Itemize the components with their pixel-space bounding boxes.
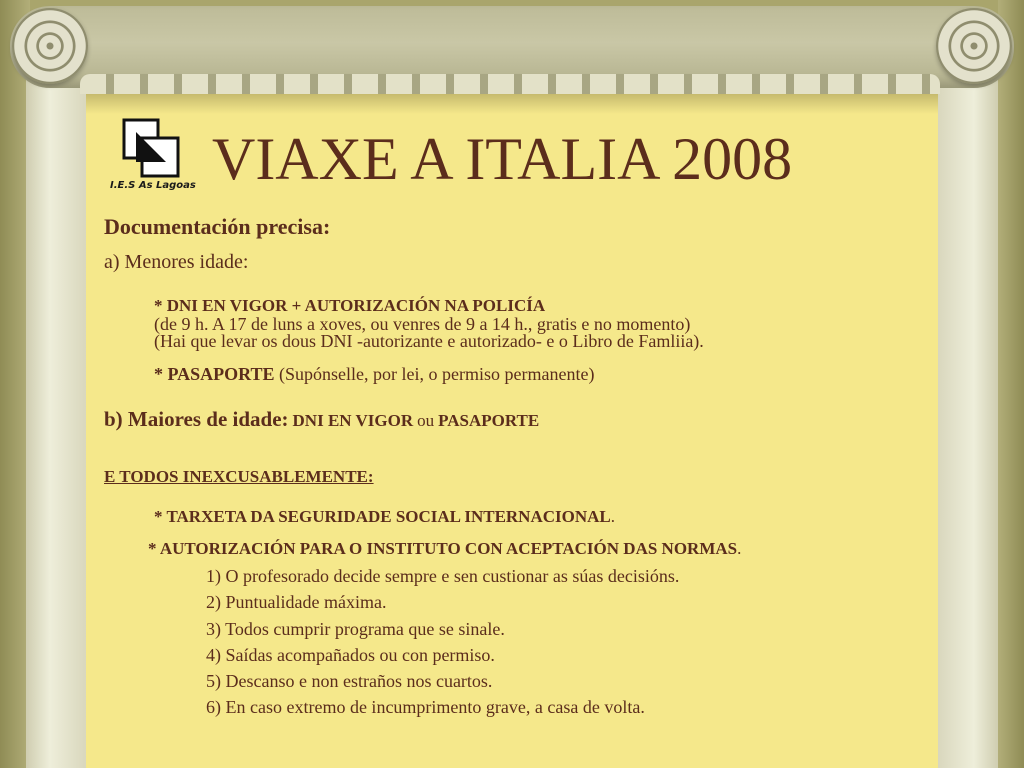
rule-item: 5) Descanso e non estraños nos cuartos. (206, 671, 493, 691)
item2-title: PASAPORTE (167, 364, 275, 384)
section-a-item2 (154, 364, 594, 385)
section-all-item2: * AUTORIZACIÓN PARA O INSTITUTO CON ACEPTACIÓN DAS NORMAS. (148, 539, 742, 558)
section-b (104, 407, 539, 432)
section-heading: Documentación precisa: (104, 214, 331, 239)
item2-text: AUTORIZACIÓN PARA O INSTITUTO CON ACEPTACIÓN DAS NORMAS (159, 539, 738, 558)
column-left (26, 40, 86, 768)
rule-item: 1) O profesorado decide sempre e sen custionar as súas decisións. (206, 566, 680, 586)
bullet: * (148, 539, 157, 558)
section-all-item1: * TARXETA DA SEGURIDADE SOCIAL INTERNACIONAL. (154, 507, 615, 526)
item2-note: (Supónselle, por lei, o permiso permanente) (279, 364, 595, 384)
item1-title: DNI EN VIGOR + AUTORIZACIÓN NA POLICÍA (166, 296, 546, 315)
section-a-item1-line2: (de 9 h. A 17 de luns a xoves, ou venres de 9 a 14 h., gratis e no momento) (154, 314, 691, 334)
section-b-connector: ou (417, 411, 435, 430)
section-b-label: b) Maiores de idade: (104, 407, 289, 431)
section-a-label: a) Menores idade: (104, 251, 249, 273)
item1-text: TARXETA DA SEGURIDADE SOCIAL INTERNACIONAL (166, 507, 611, 526)
logo-caption: I.E.S As Lagoas (110, 180, 196, 191)
section-a-item1 (154, 296, 545, 316)
rule-item: 3) Todos cumprir programa que se sinale. (206, 619, 505, 639)
bullet: * (154, 507, 163, 526)
column-right (938, 40, 998, 768)
bullet: * (154, 364, 163, 384)
section-b-option1: DNI EN VIGOR (292, 411, 414, 430)
section-a-item1-line3: (Hai que levar os dous DNI -autorizante e autorizado- e o Libro de Famliia). (154, 331, 704, 351)
section-b-option2: PASAPORTE (438, 411, 540, 430)
rule-item: 4) Saídas acompañados ou con permiso. (206, 645, 495, 665)
section-all-label: E TODOS INEXCUSABLEMENTE: (104, 467, 374, 486)
spiral-volute-icon (936, 8, 1012, 84)
page-title: VIAXE A ITALIA 2008 (212, 126, 793, 192)
background-right (998, 0, 1024, 768)
school-logo-icon (122, 118, 182, 180)
bullet: * (154, 296, 163, 315)
rule-item: 2) Puntualidade máxima. (206, 592, 387, 612)
rule-item: 6) En caso extremo de incumprimento grave, a casa de volta. (206, 697, 645, 717)
spiral-volute-icon (12, 8, 88, 84)
capital-dentils (80, 74, 940, 94)
